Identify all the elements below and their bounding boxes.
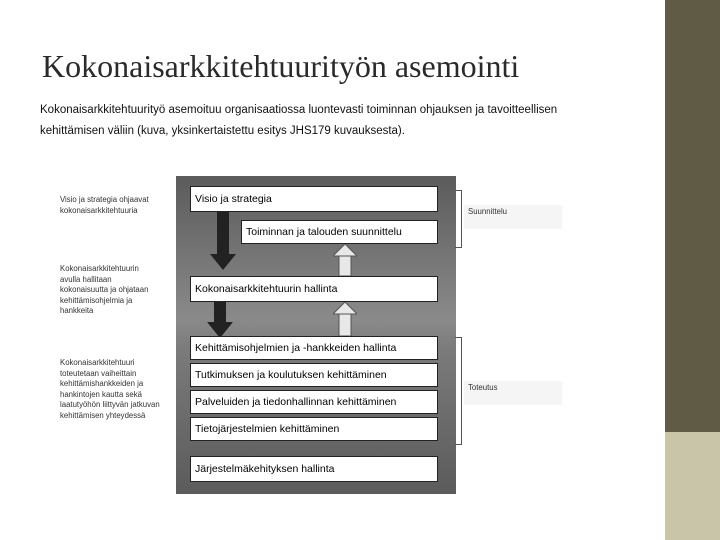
side-note-ea: Kokonaisarkkitehtuurin avulla hallitaan kokonaisuutta ja ohjataan kehittämisohjelmia ja hankkeita xyxy=(60,264,149,315)
box-it-systems-development: Tietojärjestelmien kehittäminen xyxy=(190,417,438,441)
sidebar-accent-light xyxy=(665,432,720,540)
sidebar-accent-dark xyxy=(665,0,720,432)
side-note-vision: Visio ja strategia ohjaavat kokonaisarkkitehtuuria xyxy=(60,195,149,215)
arrow-up-icon xyxy=(333,302,357,336)
arrow-up-icon xyxy=(333,244,357,276)
slide-title: Kokonaisarkkitehtuurityön asemointi xyxy=(42,48,520,84)
intro-text: Kokonaisarkkitehtuurityö asemoituu organisaatiossa luontevasti toiminnan ohjauksen ja tavoitteellisen kehittämisen väliin (kuva, yksinkertaistettu esitys JHS179 kuvauksesta). xyxy=(40,104,558,137)
side-note-implementation: Kokonaisarkkitehtuuri toteutetaan vaiheittain kehittämishankkeiden ja hankintojen kautta sekä laatutyöhön liittyvän jatkuvan kehittämisen yhteydessä xyxy=(60,358,160,420)
implementation-bracket xyxy=(455,337,462,445)
label-implementation: Toteutus xyxy=(464,381,562,405)
box-ea-management: Kokonaisarkkitehtuurin hallinta xyxy=(190,276,438,302)
box-vision-strategy: Visio ja strategia xyxy=(190,186,438,212)
box-services-development: Palveluiden ja tiedonhallinnan kehittäminen xyxy=(190,390,438,414)
box-operations-planning: Toiminnan ja talouden suunnittelu xyxy=(241,220,438,244)
box-research-development: Tutkimuksen ja koulutuksen kehittäminen xyxy=(190,363,438,387)
arrow-down-icon xyxy=(210,212,236,270)
arrow-down-icon xyxy=(207,302,233,338)
box-programs-management: Kehittämisohjelmien ja -hankkeiden hallinta xyxy=(190,336,438,360)
planning-bracket xyxy=(455,190,462,248)
label-planning: Suunnittelu xyxy=(464,205,562,229)
box-system-dev-management: Järjestelmäkehityksen hallinta xyxy=(190,456,438,482)
